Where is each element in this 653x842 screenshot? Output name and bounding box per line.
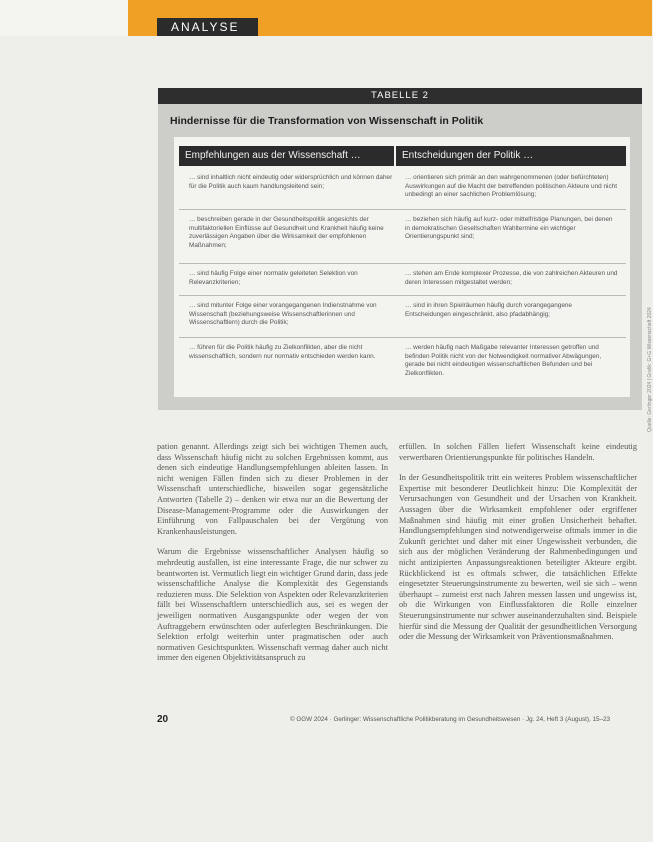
cell-politics: … beziehen sich häufig auf kurz- oder mittelfristige Planungen, bei denen in demokratischen Gesellschaften Wahltermine ein wichtiger Orientierungspunkt sind; [405, 216, 613, 241]
page-number: 20 [157, 714, 169, 725]
cell-science: … sind inhaltlich nicht eindeutig oder widersprüchlich und können daher für die Politik auch kaum handlungsleitend sein; [189, 174, 393, 190]
column-header-politics: Entscheidungen der Politik … [396, 146, 626, 166]
paragraph: In der Gesundheitspolitik tritt ein weiteres Problem wissenschaftlicher Expertise mit besonderer Deutlichkeit hinzu: Die Komplexität der Verursachungen von Gesundheit und der Ursachen von Krankheit. Aussagen über die Wirksamkeit empfohlener oder ergriffener Maßnahmen sind häufig mit einer großen Unsicherheit behaftet. Handlungsempfehlungen sind notwendigerweise oftmals immer in die Zukunft gerichtet und daher mit einer Ungewissheit verbunden, die sich aus der möglichen Veränderung der Rahmenbedingungen und nicht antizipierten Anpassungsreaktionen beteiligter Akteure ergibt. Rückblickend ist es oftmals schwer, die tatsächlichen Effekte eingesetzter Steuerungsinstrumente zu bewerten, weil sie sich – wenn überhaupt – zumeist erst nach Jahren messen lassen und ungewiss ist, ob die Wirkungen von Einflussfaktoren die Rolle einzelner Steuerungsinstrumente nur schwer auseinanderzuhalten sind. Beispiele hierfür sind die Messung der Qualität der gesundheitlichen Versorgung oder die Messung der Wirksamkeit von Präventionsmaßnahmen. [399, 473, 637, 642]
table-2 [158, 88, 642, 410]
footer-citation: © GGW 2024 · Gerlinger: Wissenschaftliche Politikberatung im Gesundheitswesen · Jg. 24, Heft 3 (August), 15–23 [290, 716, 610, 723]
table-body [174, 137, 630, 397]
body-column-right [399, 442, 637, 653]
body-column-left [157, 442, 388, 674]
table-row [179, 296, 626, 338]
table-row [179, 264, 626, 296]
table-row [179, 210, 626, 264]
side-credit-text: Quelle: Gerlinger 2024 | Grafik: G+G Wissenschaft 2024 [647, 307, 653, 432]
paragraph: Warum die Ergebnisse wissenschaftlicher Analysen häufig so mehrdeutig ausfallen, ist eine interessante Frage, die nur schwer zu beantworten ist. Vermutlich liegt ein wichtiger Grund darin, dass jede wissenschaftliche Analyse die Komplexität des Gegenstands reduzieren muss. Die Selektion von Aspekten oder Relevanzkriterien fällt bei Wissenschaftlern unterschiedlich aus, sei es wegen der jeweiligen normativen Ausgangspunkte oder wegen der von Auftraggebern erwünschten oder auferlegten Beschränkungen. Die Selektion erfolgt weiterhin unter pragmatischen oder auch normativen Gesichtspunkten. Wissenschaft vermag daher auch nicht immer den eigenen Objektivitätsanspruch zu [157, 547, 388, 663]
table-row [179, 168, 626, 210]
cell-politics: … orientieren sich primär an den wahrgenommenen (oder befürchteten) Auswirkungen auf die Macht der betreffenden politischen Akteure und nicht unbedingt an einer sachlichen Problemlösung; [405, 174, 617, 199]
table-title: Hindernisse für die Transformation von Wissenschaft in Politik [170, 115, 484, 127]
side-credit [643, 262, 651, 432]
paragraph: erfüllen. In solchen Fällen liefert Wissenschaft keine eindeutig verwertbaren Orientierungspunkte für politisches Handeln. [399, 442, 637, 462]
table-label: TABELLE 2 [158, 88, 642, 104]
cell-politics: … stehen am Ende komplexer Prozesse, die von zahlreichen Akteuren und deren Interessen mitgestaltet werden; [405, 270, 618, 286]
table-row [179, 338, 626, 392]
cell-politics: … werden häufig nach Maßgabe relevanter Interessen getroffen und befinden Politik nicht von der Notwendigkeit normativer Abwägungen, gerade bei nicht eindeutigen wissenschaftlichen Befunden und bei Zielkonflikten. [405, 344, 602, 377]
page-corner [0, 0, 130, 36]
cell-science: … sind häufig Folge einer normativ geleiteten Selektion von Relevanzkriterien; [189, 270, 358, 286]
cell-science: … beschreiben gerade in der Gesundheitspolitik angesichts der multifaktoriellen Einflüsse auf Gesundheit und Krankheit häufig keine zuverlässigen Angaben über die Wirksamkeit der empfohlenen Maßnahmen; [189, 216, 384, 249]
paragraph: pation genannt. Allerdings zeigt sich bei wichtigen Themen auch, dass Wissenschaft häufig nicht zu solchen Ergebnissen kommt, aus denen sich eindeutige Handlungsempfehlungen ableiten lassen. In nicht wenigen Fällen finden sich zu dieser Problemen in der Wissenschaft unterschiedliche, bisweilen sogar gegensätzliche Antworten (Tabelle 2) – denken wir etwa nur an die Bewertung der Disease-Management-Programme oder die Auswirkungen der Einführung von Fallpauschalen bei der Vergütung von Krankenhausleistungen. [157, 442, 388, 536]
cell-politics: … sind in ihren Spielräumen häufig durch vorangegangene Entscheidungen eingeschränkt, also pfadabhängig; [405, 302, 572, 318]
column-header-science: Empfehlungen aus der Wissenschaft … [179, 146, 394, 166]
cell-science: … führen für die Politik häufig zu Zielkonflikten, aber die nicht wissenschaftlich, sondern nur normativ entschieden werden kann. [189, 344, 376, 360]
section-label: ANALYSE [157, 18, 258, 36]
cell-science: … sind mitunter Folge einer vorangegangenen Indienstnahme von Wissenschaft (beziehungsweise Wissenschaftlerinnen und Wissenschaftlern) durch die Politik; [189, 302, 377, 327]
